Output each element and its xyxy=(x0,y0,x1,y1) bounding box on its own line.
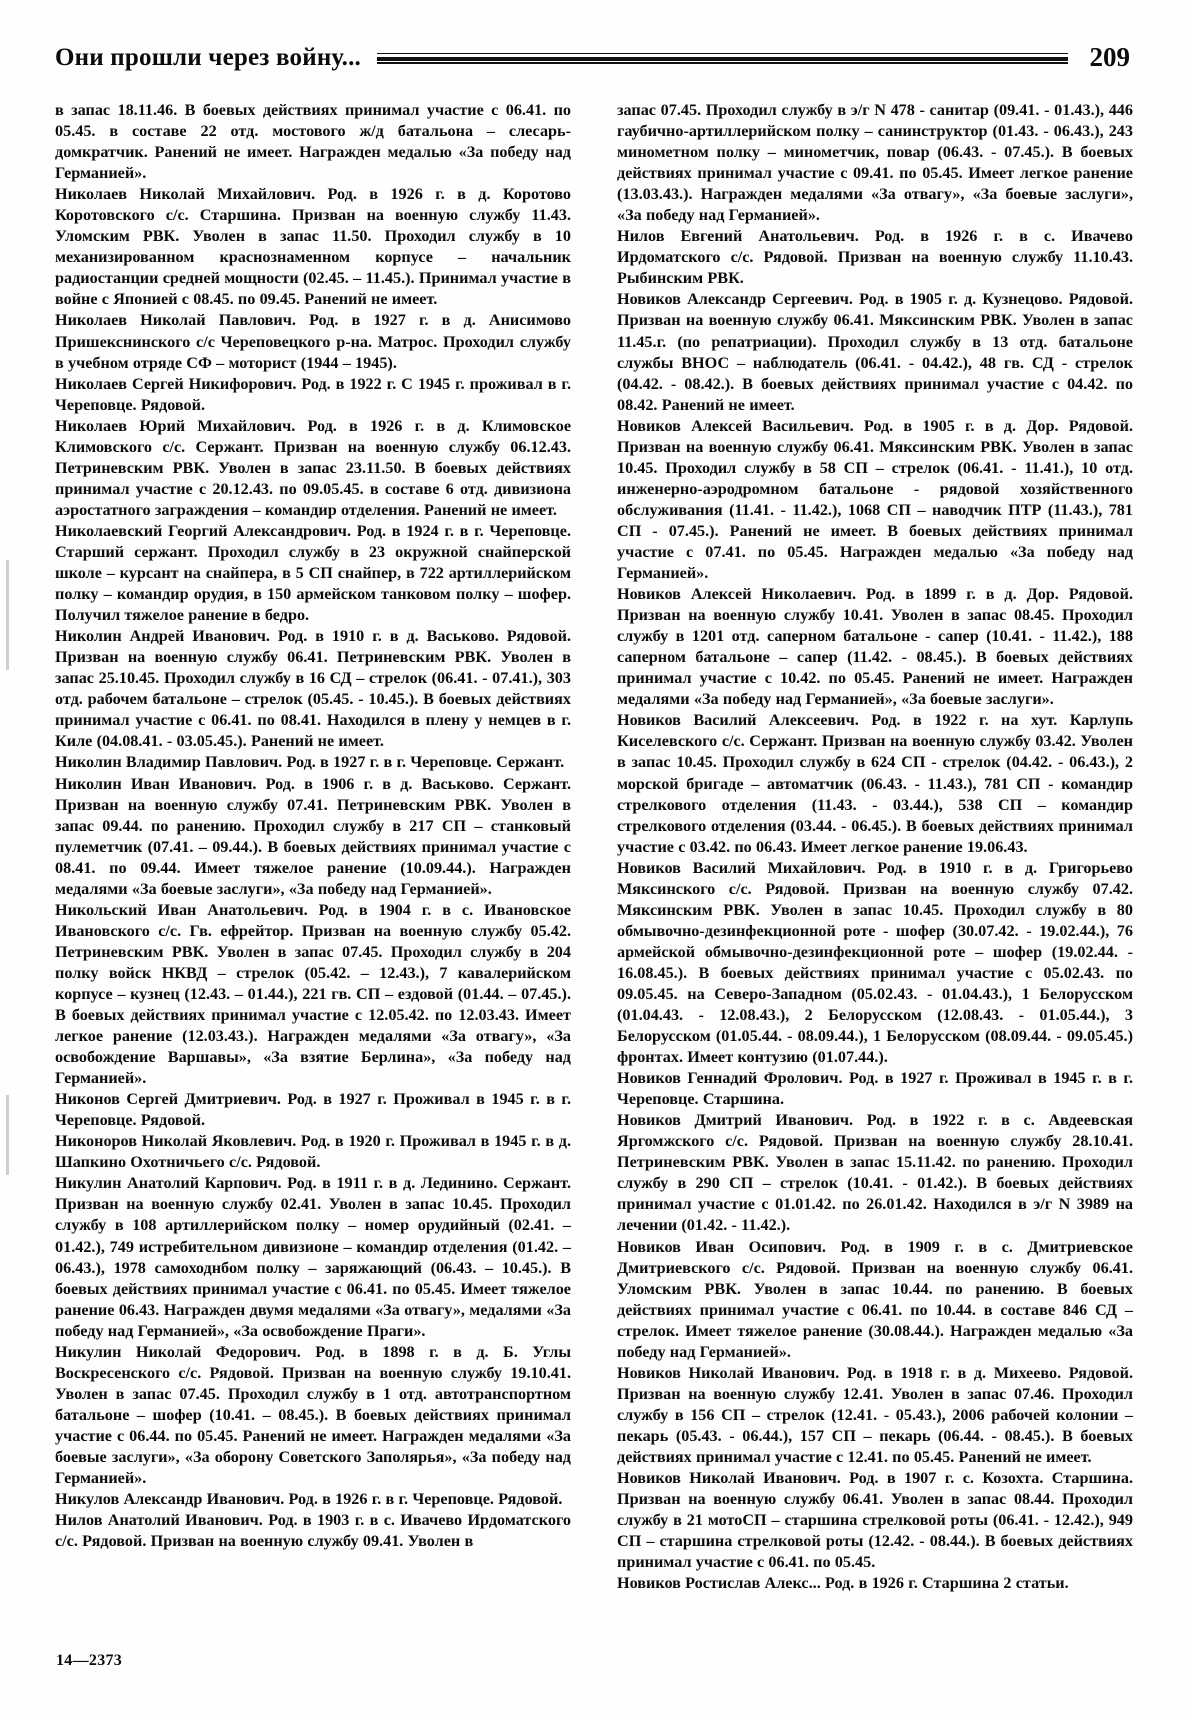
biography-entry: Николаев Николай Михайлович. Род. в 1926 г. в д. Коротово Коротовского с/с. Старшина. Призван на военную службу 11.43. Уломским РВК. Уволен в запас 11.50. Проходил службу в 10 механизированном краснознаменном корпусе – начальник радиостанции средней мощности (02.45. – 11.45.). Принимал участие в войне с Японией с 08.45. по 09.45. Ранений не имеет. xyxy=(55,185,571,309)
biography-entry: Николин Владимир Павлович. Род. в 1927 г. в г. Череповце. Сержант. xyxy=(55,753,565,772)
page-number: 209 xyxy=(1089,42,1130,72)
biography-entry: Никоноров Николай Яковлевич. Род. в 1920 г. Проживал в 1945 г. в д. Шапкино Охотничьего с/с. Рядовой. xyxy=(55,1132,571,1172)
biography-entry: Николин Андрей Иванович. Род. в 1910 г. в д. Васьково. Рядовой. Призван на военную службу 06.41. Петриневским РВК. Уволен в запас 25.10.45. Проходил службу в 16 СД – стрелок (06.41. - 07.41.), 303 отд. рабочем батальоне – стрелок (05.45. - 10.45.). В боевых действиях принимал участие с 06.41. по 08.41. Находился в плену у немцев в г. Киле (04.08.41. - 03.05.45.). Ранений не имеет. xyxy=(55,627,571,751)
footer-signature: 14—2373 xyxy=(56,1652,123,1669)
biography-entry: Никулин Анатолий Карпович. Род. в 1911 г. в д. Лединино. Сержант. Призван на военную службу 02.41. Уволен в запас 10.45. Проходил службу в 108 артиллерийском полку – номер орудийный (02.41. – 01.42.), 749 истребительном дивизионе – командир отделения (01.42. – 06.43.), 1978 самоходнбом полку – заряжающий (06.43. – 10.45.). В боевых действиях принимал участие с 06.41. по 05.45. Имеет тяжелое ранение 06.43. Награжден двумя медалями «За отвагу», медалями «За победу над Германией», «За освобождение Праги». xyxy=(55,1174,571,1340)
biography-entry: Никулов Александр Иванович. Род. в 1926 г. в г. Череповце. Рядовой. xyxy=(55,1490,563,1509)
biography-entry: Новиков Николай Иванович. Род. в 1918 г. в д. Михеево. Рядовой. Призван на военную службу 12.41. Уволен в запас 07.46. Проходил службу в 156 СП – стрелок (12.41. - 05.43.), 2006 рабочей колонии – пекарь (05.43. - 06.44.), 157 СП – пекарь (06.44. - 08.45.). В боевых действиях принимал участие с 12.41. по 05.45. Ранений не имеет. xyxy=(617,1363,1133,1466)
biography-entry: Новиков Николай Иванович. Род. в 1907 г. с. Козохта. Старшина. Призван на военную службу 06.41. Уволен в запас 08.44. Проходил службу в 21 мотоСП – старшина стрелковой роты (06.41. - 12.42.), 949 СП – старшина стрелковой роты (12.42. - 08.44.). В боевых действиях принимал участие с 06.41. по 05.45. xyxy=(617,1469,1133,1572)
right-column xyxy=(617,100,1133,1593)
biography-entry: Новиков Геннадий Фролович. Род. в 1927 г. Проживал в 1945 г. в г. Череповце. Старшина. xyxy=(617,1069,1133,1109)
biography-entry: Новиков Ростислав Алекс... Род. в 1926 г. Старшина 2 статьи. xyxy=(617,1574,1069,1593)
biography-entry: Николаев Юрий Михайлович. Род. в 1926 г. в д. Климовское Климовского с/с. Сержант. Призван на военную службу 06.12.43. Петриневским РВК. Уволен в запас 23.11.50. В боевых действиях принимал участие с 20.12.43. по 09.05.45. в составе 6 отд. дивизиона аэростатного заграждения – командир отделения. Ранений не имеет. xyxy=(55,416,571,519)
running-head xyxy=(55,38,1130,80)
biography-entry: Никольский Иван Анатольевич. Род. в 1904 г. в с. Ивановское Ивановского с/с. Гв. ефрейтор. Призван на военную службу 05.42. Петриневским РВК. Уволен в запас 07.45. Проходил службу в 204 полку войск НКВД – стрелок (05.42. – 12.43.), 7 кавалерийском корпусе – кузнец (12.43. – 01.44.), 221 гв. СП – ездовой (01.44. – 07.45.). В боевых действиях принимал участие с 12.05.42. по 12.03.43. Имеет легкое ранение (12.03.43.). Награжден медалями «За отвагу», «За освобождение Варшавы», «За взятие Берлина», «За победу над Германией». xyxy=(55,900,571,1088)
biography-entry: Николаев Сергей Никифорович. Род. в 1922 г. С 1945 г. проживал в г. Череповце. Рядовой. xyxy=(55,374,571,414)
biography-entry: Нилов Евгений Анатольевич. Род. в 1926 г. в с. Ивачево Ирдоматского с/с. Рядовой. Призван на военную службу 11.10.43. Рыбинским РВК. xyxy=(617,227,1133,288)
double-rule-divider-icon xyxy=(377,53,1068,64)
biography-entry: Новиков Алексей Васильевич. Род. в 1905 г. в д. Дор. Рядовой. Призван на военную службу 06.41. Мяксинским РВК. Уволен в запас 10.45. Проходил службу в 58 СП – стрелок (06.41. - 11.41.), 10 отд. инженерно-аэродромном батальоне - рядовой хозяйственного обслуживания (11.41. - 11.42.), 1068 СП – наводчик ПТР (11.43.), 781 СП - 07.45.). Ранений не имеет. В боевых действиях принимал участие с 07.41. по 05.45. Награжден медалью «За победу над Германией». xyxy=(617,416,1133,583)
biography-entry: Никонов Сергей Дмитриевич. Род. в 1927 г. Проживал в 1945 г. в г. Череповце. Рядовой. xyxy=(55,1090,571,1130)
page-title: Они прошли через войну... xyxy=(55,44,361,71)
biography-entry: Никулин Николай Федорович. Род. в 1898 г. в д. Б. Углы Воскресенского с/с. Рядовой. Призван на военную службу 19.10.41. Уволен в запас 07.45. Проходил службу в 1 отд. автотранспортном батальоне – шофер (10.41. – 08.45.). В боевых действиях принимал участие с 06.44. по 05.45. Ранений не имеет. Награжден медалями «За боевые заслуги», «За оборону Советского Заполярья», «За победу над Германией». xyxy=(55,1342,571,1488)
biography-entry: Новиков Дмитрий Иванович. Род. в 1922 г. в с. Авдеевская Яргомжского с/с. Рядовой. Призван на военную службу 28.10.41. Петриневским РВК. Уволен в запас 15.11.42. по ранению. Проходил службу в 290 СП – стрелок (10.41. - 01.42.). В боевых действиях принимал участие с 01.01.42. по 26.01.42. Находился в э/г N 3989 на лечении (01.42. - 11.42.). xyxy=(617,1111,1133,1235)
biography-entry: Новиков Василий Алексеевич. Род. в 1922 г. на хут. Карлупь Киселевского с/с. Сержант. Призван на военную службу 03.42. Уволен в запас 10.45. Проходил службу в 624 СП - стрелок (04.42. - 06.43.), 2 морской бригаде – автоматчик (06.43. - 11.43.), 781 СП - командир стрелкового отделения (11.43. - 03.44.), 538 СП – командир стрелкового отделения (03.44. - 06.45.). В боевых действиях принимал участие с 03.42. по 06.43. Имеет легкое ранение 19.06.43. xyxy=(617,711,1133,856)
biography-entry: Николин Иван Иванович. Род. в 1906 г. в д. Васьково. Сержант. Призван на военную службу 07.41. Петриневским РВК. Уволен в запас 09.44. по ранению. Проходил службу в 217 СП – станковый пулеметчик (07.41. – 09.44.). В боевых действиях принимал участие с 08.41. по 09.44. Имеет тяжелое ранение (10.09.44.). Награжден медалями «За боевые заслуги», «За победу над Германией». xyxy=(55,774,571,898)
biography-entry: Новиков Василий Михайлович. Род. в 1910 г. в д. Григорьево Мяксинского с/с. Рядовой. Призван на военную службу 07.42. Мяксинским РВК. Уволен в запас 10.45. Проходил службу в 80 обмывочно-дезинфекционной роте - шофер (30.07.42. - 19.02.44.), 76 армейской обмывочно-дезинфекционной роте – шофер (19.02.44. - 16.08.45.). В боевых действиях принимал участие с 05.02.43. по 09.05.45. на Северо-Западном (05.02.43. - 01.04.43.), 1 Белорусском (01.04.43. - 12.08.43.), 2 Белорусском (12.08.43. - 01.05.44.), 3 Белорусском (01.05.44. - 08.09.44.), 1 Белорусском (08.09.44. - 09.05.45.) фронтах. Имеет контузию (01.07.44.). xyxy=(617,858,1133,1067)
scan-artifact xyxy=(6,1095,9,1175)
biography-entry: Николаевский Георгий Александрович. Род. в 1924 г. в г. Череповце. Старший сержант. Проходил службу в 23 окружной снайперской школе – курсант на снайпера, в 5 СП снайпер, в 722 артиллерийском полку – командир орудия, в 150 армейском танковом полку – шофер. Получил тяжелое ранение в бедро. xyxy=(55,521,571,625)
biography-entry: в запас 18.11.46. В боевых действиях принимал участие с 06.41. по 05.45. в составе 22 отд. мостового ж/д батальона – слесарь-домкратчик. Ранений не имеет. Награжден медалью «За победу над Германией». xyxy=(55,101,571,183)
biography-entry: Новиков Алексей Николаевич. Род. в 1899 г. в д. Дор. Рядовой. Призван на военную службу 10.41. Уволен в запас 08.45. Проходил службу в 1201 отд. саперном батальоне - сапер (10.41. - 11.42.), 188 саперном батальоне – сапер (11.42. - 08.45.). В боевых действиях принимал участие с 10.42. по 05.45. Ранений не имеет. Награжден медалями «За победу над Германией», «За боевые заслуги». xyxy=(617,585,1133,709)
two-column-body xyxy=(55,100,1133,1593)
biography-entry: Новиков Иван Осипович. Род. в 1909 г. в с. Дмитриевское Дмитриевского с/с. Рядовой. Призван на военную службу 06.41. Уломским РВК. Уволен в запас 10.44. по ранению. В боевых действиях принимал участие с 06.41. по 10.44. в составе 846 СД – стрелок. Имеет тяжелое ранение (30.08.44.). Награжден медалью «За победу над Германией». xyxy=(617,1237,1133,1361)
biography-entry: Нилов Анатолий Иванович. Род. в 1903 г. в с. Ивачево Ирдоматского с/с. Рядовой. Призван на военную службу 09.41. Уволен в xyxy=(55,1511,571,1551)
biography-entry: Новиков Александр Сергеевич. Род. в 1905 г. д. Кузнецово. Рядовой. Призван на военную службу 06.41. Мяксинским РВК. Уволен в запас 11.45.г. (по репатриации). Проходил службу в 13 отд. батальоне службы ВНОС – наблюдатель (06.41. - 04.42.), 48 гв. СД - стрелок (04.42. - 08.42.). В боевых действиях принимал участие с 04.42. по 08.42. Ранений не имеет. xyxy=(617,290,1133,414)
scan-artifact xyxy=(6,560,9,670)
biography-entry: запас 07.45. Проходил службу в э/г N 478 - санитар (09.41. - 01.43.), 446 гаубично-артиллерийском полку – санинструктор (01.43. - 06.43.), 243 минометном полку – минометчик, повар (06.43. - 07.45.). В боевых действиях принимал участие с 09.41. по 05.45. Имеет легкое ранение (13.03.43.). Награжден медалями «За отвагу», «За боевые заслуги», «За победу над Германией». xyxy=(617,101,1133,225)
left-column xyxy=(55,100,571,1590)
biography-entry: Николаев Николай Павлович. Род. в 1927 г. в д. Анисимово Пришекснинского с/с Череповецкого р-на. Матрос. Проходил службу в учебном отряде СФ – моторист (1944 – 1945). xyxy=(55,311,571,372)
